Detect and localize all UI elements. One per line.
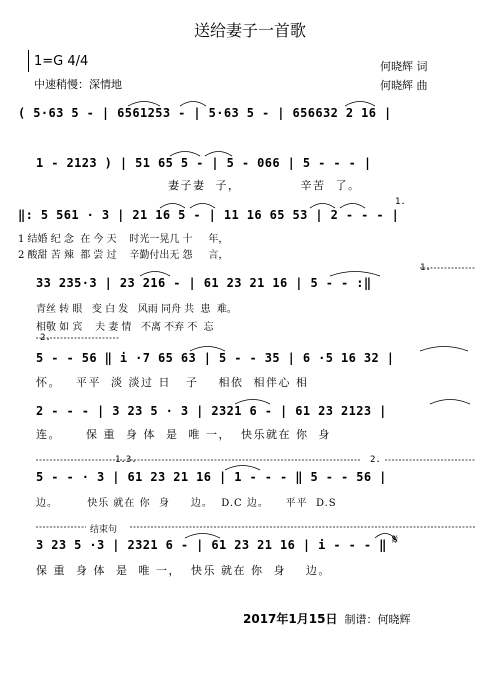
notation-row-8: 3 23 5 ·3 | 2321 6 - | 61 23 21 16 | i - - - ‖: [36, 538, 387, 552]
slur-mark: [420, 347, 468, 352]
composer-credit: 何晓辉 曲: [380, 79, 428, 92]
volta-2-row4: 1.: [420, 263, 431, 273]
lyrics-row-7: 边。 快乐 就在 你 身 边。 D.C 边。 平平 D.S: [36, 498, 337, 509]
volta-1-label: 1.: [395, 197, 406, 207]
slur-mark: [430, 400, 470, 405]
lyrics-row-6: 连。 保 重 身 体 是 唯 一， 快乐就在 你 身: [36, 428, 331, 441]
coda-label: 结束句: [90, 525, 118, 535]
lyrics-row-2: 妻子妻 子， 辛苦 了。: [168, 179, 361, 192]
volta-2-label: 2.: [40, 333, 51, 343]
volta-2-row7-label: 2.: [370, 455, 381, 465]
notation-row-5: 5 - - 56 ‖ i ·7 65 63 | 5 - - 35 | 6 ·5 16 32 |: [36, 351, 395, 365]
lyricist-credit: 何晓辉 词: [380, 60, 428, 73]
notation-row-3: ‖: 5 561 · 3 | 21 16 5 - | 11 16 65 53 | 2 - - - |: [18, 208, 400, 222]
notation-row-2: 1 - 2123 ) | 51 65 5 - | 5 - 066 | 5 - - - |: [36, 156, 372, 170]
volta-1-3-label: 1.3.: [115, 455, 137, 465]
segno-mark: 𝄋: [392, 532, 399, 548]
lyrics-row-8: 保 重 身 体 是 唯 一， 快乐 就在 你 身 边。: [36, 564, 331, 577]
lyrics-row-5: 怀。 平平 淡 淡过 日 子 相依 相伴心 相: [36, 376, 309, 389]
lyrics-row-3-verse-2: 2 酸甜 苦 辣 都 尝 过 辛勤付出无 怨 言，: [18, 250, 229, 261]
lyrics-row-3-verse-1: 1 结婚 纪 念 在 今 天 时光一晃几 十 年，: [18, 234, 229, 245]
footer-date: 2017年1月15日: [243, 612, 338, 626]
lyrics-row-4-verse-2: 相敬 如 宾 夫 妻 情 不离 不弃 不 忘: [36, 322, 214, 333]
key-bar-line: [28, 50, 29, 72]
key-signature: 1=G 4/4: [34, 54, 89, 69]
footer-arranger: 制谱：何晓辉: [344, 613, 411, 626]
tempo-marking: 中速稍慢：深情地: [34, 78, 122, 91]
lyrics-row-4-verse-1: 青丝 转 眼 变 白 发 风雨 同舟 共 患 难。: [36, 304, 237, 315]
song-title: 送给妻子一首歌: [193, 21, 306, 40]
footer-credit: [243, 610, 410, 627]
notation-row-7: 5 - - · 3 | 61 23 21 16 | 1 - - - ‖ 5 - - 56 |: [36, 470, 387, 484]
notation-row-1: ( 5·63 5 - | 6561253 - | 5·63 5 - | 656632 2 16 |: [18, 106, 392, 120]
notation-row-4: 33 235·3 | 23 216 - | 61 23 21 16 | 5 - - :‖: [36, 276, 372, 290]
notation-row-6: 2 - - - | 3 23 5 · 3 | 2321 6 - | 61 23 2123 |: [36, 404, 387, 418]
